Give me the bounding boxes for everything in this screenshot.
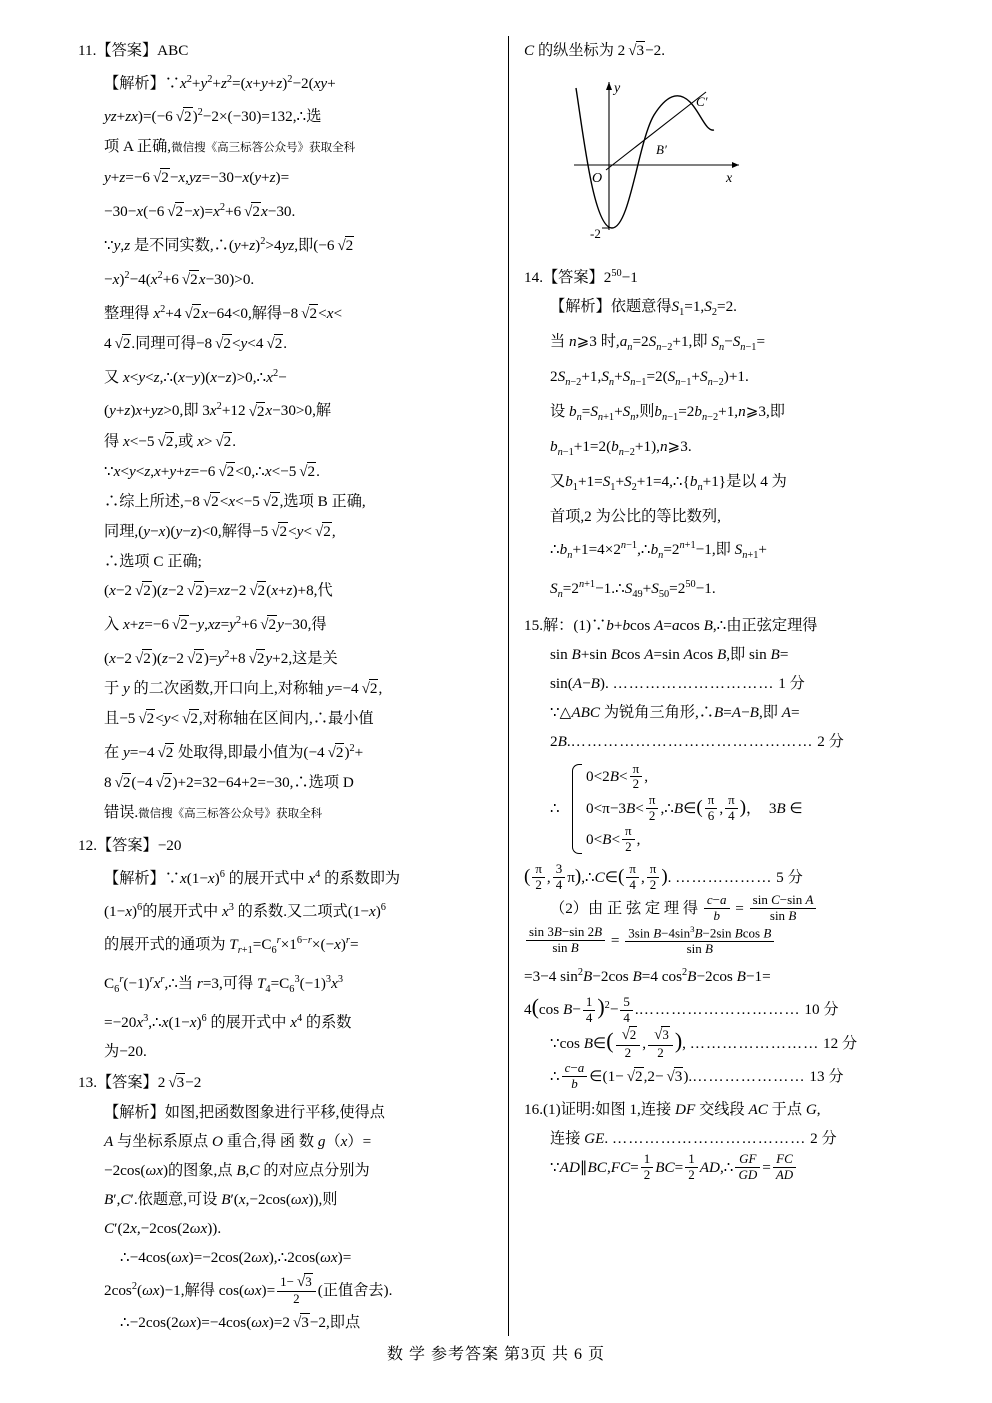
q15-line-11: ∵cos B∈( $\frac{√2}{2}$ , $\frac{√3}{2}$ ), …………………… 12 分 [550,1027,858,1060]
q11-line-5: −30−x(−6 $√2-x)=x^2+6$ √2x−30. [104,202,296,221]
figure-label-C: C′ [696,94,708,109]
answer-block-13-cont [524,36,918,66]
left-column [78,36,498,1332]
coordinate-figure [554,70,918,255]
q15-line-8: $\frac{\sin 3B-\sin 2B}{\text{sin B}}$ = $\frac{3\sin B-4\sin^3B-2\sin Bcos B}{\text{sin B}}$ [524,925,918,958]
q13-line-4: B′,C′.依题意,可设 B′(x,−2cos(ωx)),则 [104,1191,338,1209]
q12-line-6: 为−20. [104,1043,147,1061]
q15-line-5: 2B.……………………………………… 2 分 [550,733,844,751]
q15-line-2: sin B+sin Bcos A=sin Acos B,即 sin B= [550,646,789,664]
q14-line-3: $2S_{n-2}+1,S_n+S_{n-1}=2(S_{n-1}+S_{n-2})+1$. [550,368,749,389]
q15-line-3: sin(A−B). ………………………… 1 分 [550,675,805,693]
q11-answer-line: 11.【答案】ABC [78,42,189,59]
q16-line-2: 连接 GE. ……………………………… 2 分 [550,1129,837,1147]
watermark-text: 微信搜《高三标答公众号》获取全科 [171,142,356,155]
q11-line-20: 于 y 的二次函数,开口向上,对称轴 y=−4 √2, [104,679,383,697]
two-column-body [78,36,934,1332]
q11-line-23: 8 √2(−4 √2)+2=32−64+2=−30,∴选项 D [104,773,354,791]
q14-line-2: 当 n⩾3 时$,a_n=2S_{n-2}+1$,即 $S_n-S_{n-1}=$ [550,333,766,354]
q12-line-1: 【解析】$\because x(1-x)^6$ 的展开式中 $x^4$ 的系数即为 [104,868,401,887]
q11-line-24: 错误.微信搜《高三标答公众号》获取全科 [104,803,323,821]
q15-line-7: （2）由 正 弦 定 理 得 $\frac{c-a}{b}$ = $\frac{\text{sin C−sin A}}{\text{sin B}}$ [524,894,918,925]
q14-line-6: 又$b_1+1=S_1+S_2+1=4,\therefore\{b_n+1\}$是以 4 为 [550,473,787,494]
q11-line-6: ∵y,z 是不同实数$,\therefore(y+z)^2>4yz$,即(−6 √2 [104,236,354,255]
x-axis-arrow [732,162,739,168]
q15-line-4: ∵△ABC 为锐角三角形,∴B=A−B,即 A= [550,704,800,722]
figure-label-O: O [592,171,603,186]
q11-line-21: 且−5 √2<y< √2,对称轴在区间内,∴最小值 [104,709,374,727]
page-footer: 数 学 参考答案 第3页 共 6 页 [386,1346,605,1363]
q15-line-10: 4(cos B− $\frac{1}{4}$ )$^2$− $\frac{5}{4}$ .………………………… 10 分 [524,993,839,1025]
q11-line-4: y+z=−6 √2−x,yz=−30−x(y+z)= [104,169,290,187]
y-axis-arrow [606,82,612,90]
figure-label-B: B′ [656,142,667,157]
cosine-curve [576,88,714,228]
q11-line-22: 在 y=−4 √2 处取得,即最小值为(−4 √2)$^2$+ [104,742,364,761]
answer-block-11 [78,36,484,829]
q11-line-12: 得 x<−5 √2,或 x> √2. [104,432,237,450]
q11-line-13: ∵x<y<z,x+y+z=−6 √2<0,∴x<−5 √2. [104,462,320,480]
q11-line-17: (x−2 √2)(z−2 √2)=xz−2 √2(x+z)+8,代 [104,581,333,599]
q14-line-1: 【解析】依题意得$S_1=1,S_2=2$. [550,298,737,319]
q13-line-3: −2cos(ωx)的图象,点 B,C 的对应点分别为 [104,1162,370,1180]
figure-label-minus2: -2 [590,226,601,241]
q12-answer-line: 12.【答案】−20 [78,836,182,854]
q14-line-8: $\therefore b_n+1=4\times 2^{n-1},\therefore b_n=2^{n+1}-1$,即 $S_{n+1}+$ [550,540,767,562]
q13-line-5: C′(2x,−2cos(2ωx)). [104,1220,222,1238]
figure-svg [554,70,834,250]
q11-line-9: 4 √2.同理可得−8 √2<y<4 √2. [104,335,288,353]
q11-line-11: (y+z)x+yz>0,即 $3x^2+12$ √2x−30>0,解 [104,401,332,420]
figure-label-x: x [726,171,733,186]
answer-block-16 [524,1095,918,1184]
figure-label-y: y [614,81,621,96]
q13-cont-line: C 的纵坐标为 2 √3−2. [524,42,666,59]
right-column [498,36,918,1326]
q14-line-5: $b_{n-1}+1=2(b_{n-2}+1),n⩾3$. [550,438,692,459]
q11-line-2: yz+zx)=(−6 √2)$^2$−2×(−30)=132,∴选 [104,107,322,126]
q11-line-10: 又 $x<y<z,\therefore(x-y)(x-z)>0,\therefore x^2-$ [104,368,287,387]
q13-answer-line: 13.【答案】2 √3−2 [78,1074,202,1092]
answer-block-12 [78,831,484,1066]
q15-line-9: =3−4 $\sin^2B-2\cos$ B=4 $\cos^2B-2\cos$ B−1= [524,967,771,986]
q12-line-2: $(1-x)^6$的展开式中 $x^3$ 的系数.又二项式$(1-x)^6$ [104,901,386,920]
q15-system: ∴ 0<2B< $\frac{\pi}{2}$ , 0<π−3B< $\frac{\pi}{2}$ ,∴B∈( $\frac{\pi}{6}$ , $\frac{\pi}{4}$ )， 3B ∈ 0<B< $\frac{\pi}{2}$ , [550,760,803,855]
q12-line-4: $C_6^r(-1)^rx^r,\therefore$当 r=3,可得 $T_4=C_6^3(-1)^3x^3$ [104,973,343,995]
q14-line-7: 首项,2 为公比的等比数列, [550,508,721,526]
answer-block-15 [524,611,918,1092]
q13-line-1: 【解析】如图,把函数图象进行平移,使得点 [104,1104,385,1122]
secant-line [606,92,706,170]
q14-line-4: 设 $b_n=S_{n+1}+S_n$,则$b_{n-1}=2b_{n-2}+1,n⩾3$,即 [550,403,785,424]
q13-line-7: $2\cos^2(\omega x)-1$,解得 cos(ωx)= $\frac{1- √3}{2}$ (正值舍去). [104,1274,393,1307]
q14-line-9: $S_n=2^{n+1}-1.\therefore S_{49}+S_{50}=2^{50}-1$. [550,579,716,601]
q12-line-5: $=-20x^3,\therefore x(1-x)^6$ 的展开式中 $x^4$ 的系数 [104,1013,352,1032]
q11-line-19: (x−2 √2)(z−2 $√2)=y^2+8$ √2y+2,这是关 [104,648,338,667]
q15-line-6: ( $\frac{\pi}{2}$ , $\frac{3}{4}$ π),∴C∈( $\frac{\pi}{4}$ , $\frac{\pi}{2}$ ). ……………… 5 分 [524,861,803,893]
q13-line-2: A 与坐标系原点 O 重合,得 函 数 g（x）= [104,1133,372,1151]
q13-line-6: ∴−4cos(ωx)=−2cos(2ωx),∴2cos(ωx)= [120,1249,352,1267]
q13-line-8: ∴−2cos(2ωx)=−4cos(ωx)=2 √3−2,即点 [120,1314,361,1332]
q11-line-8: 整理得 $x^2+4$ √2x−64<0,解得−8 √2<x< [104,304,343,323]
q11-line-7: $-x)^2-4(x^2+6$ √2x−30)>0. [104,270,255,289]
q16-line-3: ∵AD∥BC,FC= $\frac{1}{2}$ BC= $\frac{1}{2}$ AD,∴ $\frac{GF}{GD}$ = $\frac{FC}{AD}$ [524,1153,918,1184]
q15-line-12: ∴ $\frac{c-a}{b}$ ∈(1− √2,2− √3).………………… 13 分 [550,1059,844,1091]
q12-line-3: 的展开式的通项为 $T_{r+1}=C_6^r\times 1^{6-r}\times(-x)^r=$ [104,934,359,956]
q11-line-3: 项 A 正确,微信搜《高三标答公众号》获取全科 [104,138,356,156]
answer-block-13 [78,1068,484,1338]
q11-line-1: 【解析】$\because x^2+y^2+z^2=(x+y+z)^2-2(xy+$ [104,74,336,93]
answer-block-14 [524,259,918,609]
q15-line-1: 15.解：(1)∵b+bcos A=acos B,∴由正弦定理得 [524,617,818,635]
q14-answer-line: 14.【答案】$2^{50}-1$ [524,268,638,287]
q11-line-16: ∴选项 C 正确; [104,552,202,570]
q11-line-14: ∴综上所述,−8 √2<x<−5 √2,选项 B 正确, [104,492,366,510]
q11-line-18: 入 x+z=−6 $√2-y,xz=y^2+6$ √2y−30,得 [104,614,327,633]
q11-line-15: 同理,(y−x)(y−z)<0,解得−5 √2<y< √2, [104,522,336,540]
watermark-text-2: 微信搜《高三标答公众号》获取全科 [138,807,323,820]
q16-line-1: 16.(1)证明:如图 1,连接 DF 交线段 AC 于点 G, [524,1100,821,1118]
